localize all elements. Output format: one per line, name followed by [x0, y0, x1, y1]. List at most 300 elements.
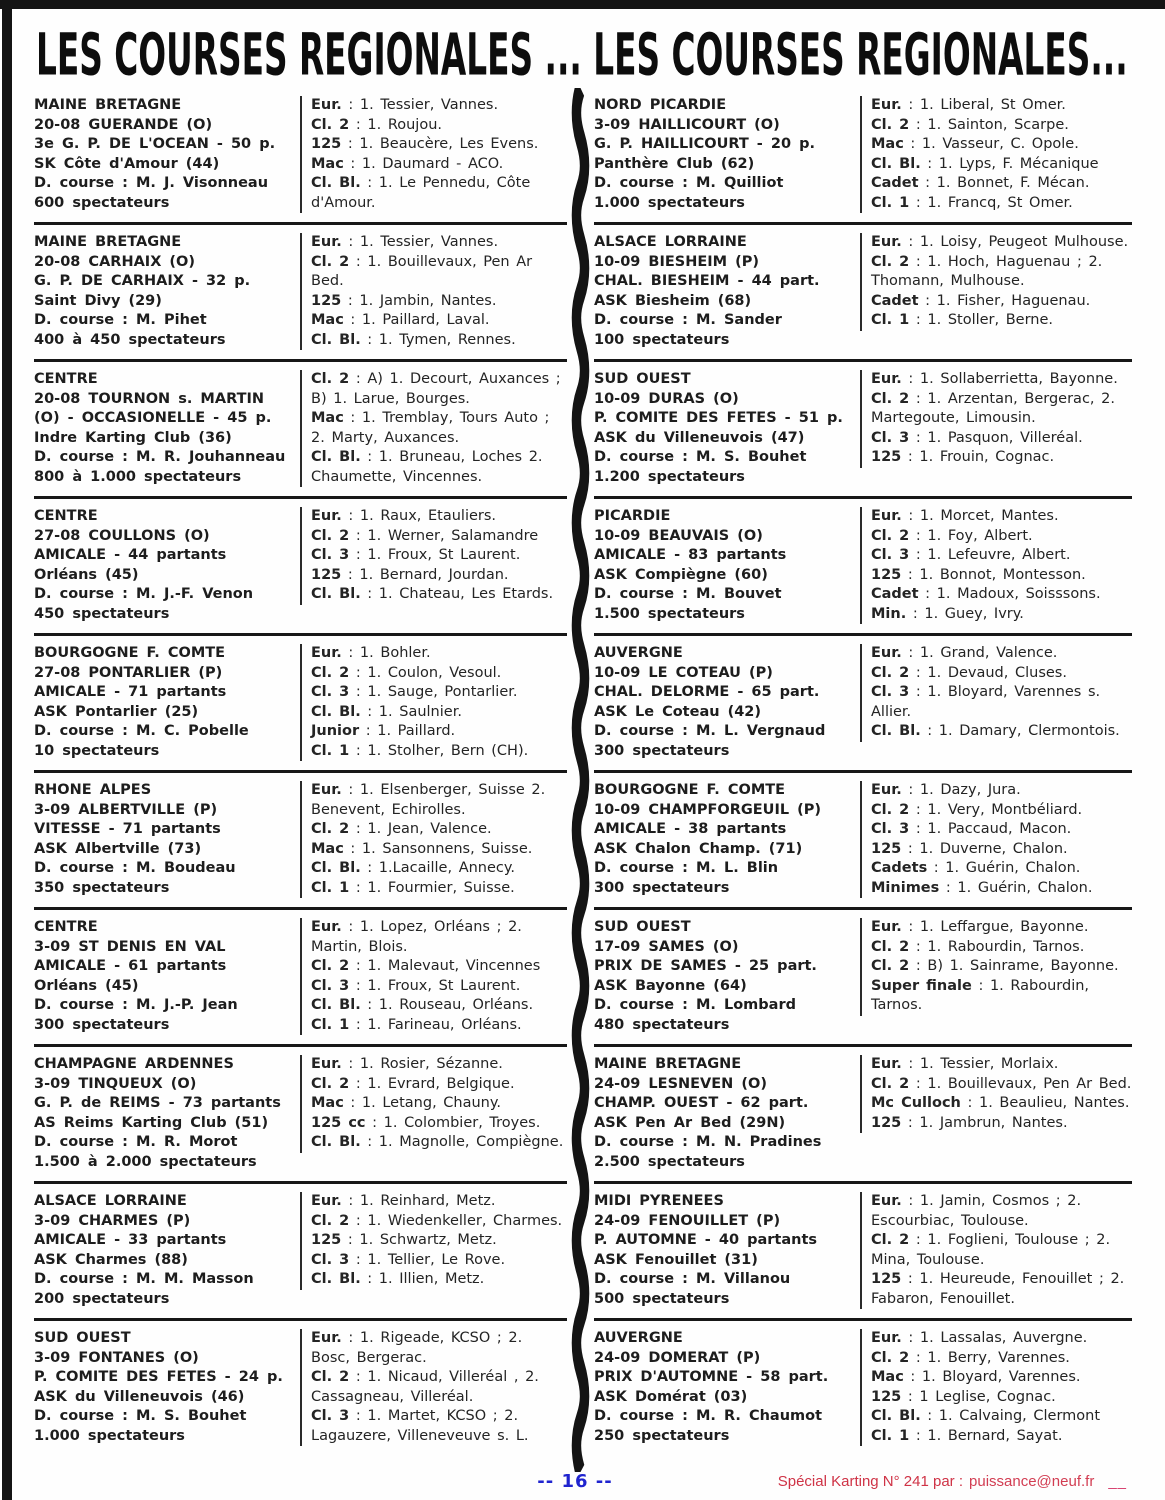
result-text: : 1. Jean, Valence. — [349, 821, 492, 837]
result-class-label: 125 — [311, 136, 342, 152]
race-results — [860, 1055, 1132, 1133]
result-class-label: Cl. Bl. — [871, 155, 921, 172]
result-line — [871, 1114, 1132, 1134]
result-line — [311, 1368, 567, 1407]
result-line — [871, 918, 1132, 938]
result-line — [311, 1270, 567, 1290]
race-info-line: VITESSE - 71 partants — [34, 821, 221, 837]
result-class-label: Cl. 2 — [871, 801, 910, 818]
race-info-line: 3-09 TINQUEUX (O) — [34, 1075, 197, 1092]
result-class-label: Cl. 2 — [871, 253, 910, 270]
result-class-label: Mac — [311, 312, 344, 328]
result-line — [311, 683, 567, 703]
result-line — [311, 879, 567, 899]
race-info-line: AMICALE - 33 partants — [34, 1232, 227, 1248]
result-text: : 1. Foy, Albert. — [909, 527, 1033, 544]
race-entry — [34, 910, 567, 1047]
result-text: : 1. Werner, Salamandre — [349, 527, 539, 544]
race-info-line: ASK du Villeneuvois (47) — [594, 429, 805, 446]
result-line — [311, 644, 567, 664]
result-class-label: Eur. — [311, 1056, 342, 1072]
race-info-line: D. course : M. C. Pobelle — [34, 723, 249, 739]
result-class-label: Cl. Bl. — [311, 175, 361, 191]
race-info — [594, 507, 860, 624]
result-text: : 1. Bouillevaux, Pen Ar Bed. — [909, 1075, 1132, 1092]
result-class-label: Cl. 2 — [871, 938, 910, 955]
race-info-line: MAINE BRETAGNE — [594, 1056, 742, 1072]
race-info-line: 300 spectateurs — [34, 1016, 170, 1033]
result-line — [311, 781, 567, 820]
result-line — [311, 840, 567, 860]
left-column — [34, 88, 567, 1472]
race-info-line: D. course : M. L. Blin — [594, 860, 779, 876]
race-info-line: 480 spectateurs — [594, 1016, 730, 1033]
race-info-line: AMICALE - 71 partants — [34, 684, 227, 700]
result-class-label: Eur. — [871, 919, 902, 935]
result-text: : 1. Malevaut, Vincennes — [349, 958, 541, 974]
result-line — [871, 527, 1132, 547]
race-results — [300, 1329, 567, 1446]
result-class-label: Eur. — [311, 1193, 342, 1209]
race-results — [860, 507, 1132, 624]
race-info-line: (O) - OCCASIONELLE - 45 p. — [34, 410, 272, 426]
result-text: : 1. Fourmier, Suisse. — [349, 879, 515, 896]
result-line — [871, 311, 1132, 331]
result-class-label: 125 — [311, 1232, 342, 1248]
result-text: : 1. Sainton, Scarpe. — [909, 116, 1069, 133]
result-text: : 1. Paillard. — [359, 723, 456, 739]
result-text: : 1. Martet, KCSO ; 2. Lagauzere, Villeneveuve s. L. — [311, 1408, 529, 1444]
result-text: : 1. Bernard, Sayat. — [909, 1427, 1063, 1444]
result-class-label: Eur. — [871, 508, 902, 524]
result-line — [871, 566, 1132, 586]
race-entry — [594, 225, 1132, 362]
result-line — [871, 1094, 1132, 1114]
result-line — [311, 996, 567, 1016]
race-info-line: 250 spectateurs — [594, 1427, 730, 1444]
race-info-line: MAINE BRETAGNE — [34, 97, 182, 113]
race-info — [594, 96, 860, 213]
result-class-label: Eur. — [871, 782, 902, 798]
race-info — [34, 781, 300, 898]
result-line — [871, 135, 1132, 155]
result-class-label: Cl. 1 — [311, 879, 350, 896]
race-info-line: Orléans (45) — [34, 566, 139, 583]
race-results — [860, 96, 1132, 213]
race-info — [34, 507, 300, 624]
result-line — [871, 683, 1132, 722]
race-info-line: 600 spectateurs — [34, 194, 170, 211]
race-info — [34, 96, 300, 213]
result-text: : 1. Jambrun, Nantes. — [901, 1114, 1068, 1131]
result-line — [311, 292, 567, 312]
race-info-line: PRIX DE SAMES - 25 part. — [594, 958, 817, 974]
race-info-line: ALSACE LORRAINE — [34, 1193, 187, 1209]
race-info-line: 10-09 BIESHEIM (P) — [594, 253, 760, 270]
result-class-label: Eur. — [311, 645, 342, 661]
race-info-line: 20-08 GUERANDE (O) — [34, 116, 213, 133]
footer-email[interactable]: puissance@neuf.fr — [969, 1473, 1095, 1490]
result-class-label: Eur. — [871, 645, 902, 661]
result-class-label: Cl. 2 — [871, 664, 910, 681]
result-text: : 1. Schwartz, Metz. — [341, 1232, 497, 1248]
race-info-line: 27-08 COULLONS (O) — [34, 527, 210, 544]
result-line — [311, 1212, 567, 1232]
race-info-line: D. course : M. R. Morot — [34, 1134, 238, 1150]
race-info-line: 20-08 CARHAIX (O) — [34, 253, 196, 270]
result-text: : 1. Tellier, Le Rove. — [349, 1251, 506, 1268]
race-info-line: 3-09 ST DENIS EN VAL — [34, 938, 226, 955]
result-text: : 1. Bonnot, Montesson. — [901, 566, 1086, 583]
result-text: : 1. Loisy, Peugeot Mulhouse. — [901, 234, 1129, 250]
page-number: -- 16 -- — [537, 1471, 613, 1492]
result-line — [311, 1251, 567, 1271]
result-line — [871, 1270, 1132, 1309]
race-info-line: AS Reims Karting Club (51) — [34, 1114, 269, 1131]
result-line — [871, 801, 1132, 821]
result-text: : 1. Bonnet, F. Mécan. — [918, 175, 1090, 191]
result-text: : 1. Lassalas, Auvergne. — [901, 1330, 1088, 1346]
result-line — [871, 174, 1132, 194]
result-class-label: Cl. 2 — [311, 821, 350, 837]
result-class-label: Cl. Bl. — [311, 1134, 361, 1150]
result-class-label: Cadet — [871, 175, 919, 191]
result-class-label: Mac — [871, 136, 904, 152]
result-class-label: Junior — [311, 723, 360, 739]
result-text: : 1. Chateau, Les Etards. — [360, 586, 554, 602]
result-line — [311, 1407, 567, 1446]
result-class-label: Cl. 2 — [311, 1212, 350, 1229]
race-info-line: 20-08 TOURNON s. MARTIN — [34, 390, 264, 407]
race-info-line: 350 spectateurs — [34, 879, 170, 896]
result-class-label: Cl. 3 — [871, 547, 910, 563]
result-line — [871, 781, 1132, 801]
race-info — [34, 1329, 300, 1446]
result-text: : A) 1. Decourt, Auxances ; B) 1. Larue, Bourges. — [311, 371, 561, 407]
result-line — [871, 1329, 1132, 1349]
race-entry — [34, 1321, 567, 1455]
race-results — [300, 644, 567, 761]
result-line — [311, 135, 567, 155]
race-info-line: P. COMITE DES FETES - 51 p. — [594, 410, 843, 426]
result-class-label: Cl. 2 — [871, 390, 910, 407]
result-line — [871, 96, 1132, 116]
result-line — [311, 957, 567, 977]
result-line — [871, 1407, 1132, 1427]
result-line — [871, 194, 1132, 214]
page-title: LES COURSES REGIONALES ... LES COURSES REGIONALES... — [36, 22, 1128, 90]
race-info-line: Panthère Club (62) — [594, 155, 755, 172]
race-info-line: D. course : M. N. Pradines — [594, 1134, 822, 1150]
result-line — [871, 292, 1132, 312]
result-class-label: Cl. 2 — [311, 371, 350, 387]
result-text: : 1. Frouin, Cognac. — [901, 449, 1055, 465]
result-class-label: Min. — [871, 605, 907, 622]
result-class-label: Cl. Bl. — [311, 1271, 361, 1287]
race-info-line: 10-09 DURAS (O) — [594, 390, 739, 407]
result-class-label: Cl. Bl. — [311, 586, 361, 602]
result-line — [311, 448, 567, 487]
result-text: : 1 Leglise, Cognac. — [901, 1388, 1056, 1405]
race-info-line: ASK Biesheim (68) — [594, 292, 752, 309]
race-entry — [34, 773, 567, 910]
race-info-line: 24-09 FENOUILLET (P) — [594, 1212, 781, 1229]
race-info — [594, 233, 860, 350]
race-results — [860, 644, 1132, 742]
result-class-label: Cl. 2 — [311, 116, 350, 133]
race-info-line: 500 spectateurs — [594, 1290, 730, 1307]
result-class-label: Cadet — [871, 586, 919, 602]
result-class-label: 125 — [311, 292, 342, 309]
race-results — [300, 1192, 567, 1290]
result-text: : 1. Guérin, Chalon. — [939, 879, 1093, 896]
result-class-label: Cl. 2 — [311, 527, 350, 544]
result-text: : 1. Bloyard, Varennes. — [903, 1369, 1081, 1385]
race-entry — [594, 1047, 1132, 1184]
race-results — [300, 1055, 567, 1153]
race-info — [34, 370, 300, 487]
result-line — [871, 1427, 1132, 1447]
result-text: : 1. Rigeade, KCSO ; 2. Bosc, Bergerac. — [311, 1330, 523, 1366]
result-class-label: 125 — [871, 566, 902, 583]
result-line — [871, 977, 1132, 1016]
result-text: : 1. Reinhard, Metz. — [341, 1193, 496, 1209]
result-text: : 1. Leffargue, Bayonne. — [901, 919, 1089, 935]
result-class-label: Eur. — [871, 234, 902, 250]
result-class-label: Mac — [311, 1095, 344, 1111]
race-info-line: RHONE ALPES — [34, 782, 152, 798]
result-class-label: Cl. 2 — [871, 1349, 910, 1366]
result-text: : 1. Dazy, Jura. — [901, 782, 1021, 798]
race-info-line: D. course : M. S. Bouhet — [594, 449, 807, 465]
race-info — [594, 918, 860, 1035]
result-text: : 1. Fisher, Haguenau. — [918, 292, 1091, 309]
race-info — [594, 1055, 860, 1172]
result-text: : 1. Sollaberrietta, Bayonne. — [901, 371, 1118, 387]
result-class-label: Eur. — [871, 1193, 902, 1209]
result-text: : 1. Wiedenkeller, Charmes. — [349, 1212, 563, 1229]
race-info-line: 1.500 spectateurs — [594, 605, 745, 622]
race-info-line: D. course : M. J. Visonneau — [34, 175, 269, 191]
race-info-line: CHAL. BIESHEIM - 44 part. — [594, 273, 820, 289]
race-info-line: NORD PICARDIE — [594, 97, 727, 113]
result-text: : 1. Rabourdin, Tarnos. — [909, 938, 1085, 955]
result-text: : 1. Elsenberger, Suisse 2. Benevent, Echirolles. — [311, 782, 546, 818]
column-divider — [567, 88, 594, 1472]
race-results — [300, 370, 567, 487]
result-line — [311, 859, 567, 879]
race-info-line: CENTRE — [34, 508, 98, 524]
race-info-line: 17-09 SAMES (O) — [594, 938, 739, 955]
result-line — [311, 96, 567, 116]
result-line — [871, 585, 1132, 605]
race-info-line: D. course : M. J.-P. Jean — [34, 997, 238, 1013]
result-text: : 1. Raux, Etauliers. — [341, 508, 497, 524]
race-info-line: 3-09 HAILLICOURT (O) — [594, 116, 780, 133]
race-results — [860, 233, 1132, 331]
result-text: : 1. Tessier, Vannes. — [341, 234, 499, 250]
result-class-label: Eur. — [311, 1330, 342, 1346]
race-results — [300, 781, 567, 898]
race-info-line: 24-09 DOMERAT (P) — [594, 1349, 761, 1366]
race-info-line: D. course : M. Sander — [594, 312, 782, 328]
race-info-line: ASK Le Coteau (42) — [594, 703, 762, 720]
race-info-line: AUVERGNE — [594, 1330, 683, 1346]
result-line — [871, 448, 1132, 468]
result-text: : 1. Letang, Chauny. — [343, 1095, 501, 1111]
race-info-line: 27-08 PONTARLIER (P) — [34, 664, 223, 681]
race-info-line: D. course : M. S. Bouhet — [34, 1408, 247, 1424]
result-class-label: Eur. — [871, 1330, 902, 1346]
result-text: : 1. Roujou. — [349, 116, 442, 133]
result-text: : 1. Lefeuvre, Albert. — [909, 547, 1071, 563]
race-info-line: ASK du Villeneuvois (46) — [34, 1388, 245, 1405]
result-text: : 1. Francq, St Omer. — [909, 194, 1073, 211]
result-line — [871, 938, 1132, 958]
result-line — [871, 1231, 1132, 1270]
result-text: : 1. Tessier, Morlaix. — [901, 1056, 1059, 1072]
race-results — [860, 781, 1132, 898]
result-class-label: Mac — [311, 155, 344, 172]
result-line — [311, 1055, 567, 1075]
result-text: : 1. Very, Montbéliard. — [909, 801, 1083, 818]
result-class-label: Cl. 3 — [311, 547, 350, 563]
result-class-label: 125 — [871, 840, 902, 857]
result-class-label: Cl. Bl. — [311, 331, 361, 348]
result-class-label: Cl. 3 — [871, 429, 910, 446]
race-info-line: 3-09 ALBERTVILLE (P) — [34, 801, 218, 818]
result-text: : 1. Rouseau, Orléans. — [360, 997, 534, 1013]
result-text: : 1. Beaucère, Les Evens. — [341, 136, 539, 152]
result-text: : 1. Arzentan, Bergerac, 2. Martegoute, Limousin. — [871, 390, 1115, 426]
result-line — [311, 820, 567, 840]
result-text: : 1. Rosier, Sézanne. — [341, 1056, 503, 1072]
result-text: : 1. Froux, St Laurent. — [349, 977, 521, 994]
race-entry — [34, 1184, 567, 1321]
race-info-line: ASK Fenouillet (31) — [594, 1251, 758, 1268]
result-text: : 1. Liberal, St Omer. — [901, 97, 1066, 113]
result-class-label: Cl. Bl. — [311, 703, 361, 720]
result-line — [311, 409, 567, 448]
result-line — [311, 1075, 567, 1095]
race-info-line: ASK Pen Ar Bed (29N) — [594, 1114, 786, 1131]
race-info-line: 3e G. P. DE L'OCEAN - 50 p. — [34, 136, 276, 152]
race-entry — [594, 1184, 1132, 1321]
result-line — [311, 527, 567, 547]
race-entry — [594, 499, 1132, 636]
race-info-line: 3-09 CHARMES (P) — [34, 1212, 191, 1229]
race-info-line: P. COMITE DES FETES - 24 p. — [34, 1369, 283, 1385]
result-line — [311, 1094, 567, 1114]
race-info-line: D. course : M. Pihet — [34, 312, 207, 328]
result-text: : 1. Sansonnens, Suisse. — [343, 840, 533, 857]
race-entry — [594, 910, 1132, 1047]
race-entry — [34, 636, 567, 773]
result-line — [311, 370, 567, 409]
race-info-line: 400 à 450 spectateurs — [34, 331, 226, 348]
race-info-line: Saint Divy (29) — [34, 292, 162, 309]
race-info-line: SUD OUEST — [34, 1330, 131, 1346]
result-line — [311, 1016, 567, 1036]
result-line — [871, 664, 1132, 684]
race-info-line: G. P. de REIMS - 73 partants — [34, 1095, 281, 1111]
race-results — [860, 370, 1132, 468]
result-line — [871, 1349, 1132, 1369]
result-text: : 1. Coulon, Vesoul. — [349, 664, 502, 681]
result-class-label: Eur. — [871, 97, 902, 113]
result-line — [871, 429, 1132, 449]
footer-credit-line — [778, 1473, 1127, 1490]
result-line — [871, 155, 1132, 175]
race-info-line: CENTRE — [34, 919, 98, 935]
race-entry — [594, 88, 1132, 225]
race-info-line: 300 spectateurs — [594, 742, 730, 759]
result-class-label: Cadets — [871, 860, 928, 876]
result-class-label: Cl. 2 — [871, 116, 910, 133]
result-class-label: Cl. 2 — [311, 958, 350, 974]
result-text: : 1. Beaulieu, Nantes. — [960, 1095, 1130, 1111]
result-class-label: Cl. 2 — [311, 1369, 350, 1385]
result-line — [311, 331, 567, 351]
result-class-label: Eur. — [311, 919, 342, 935]
result-class-label: Cl. 3 — [311, 1408, 350, 1424]
race-info — [34, 918, 300, 1035]
result-text: : 1. Paccaud, Macon. — [909, 821, 1072, 837]
result-line — [871, 507, 1132, 527]
result-class-label: Mac — [871, 1369, 904, 1385]
race-info-line: 200 spectateurs — [34, 1290, 170, 1307]
result-text: : 1. Vasseur, C. Opole. — [903, 136, 1079, 152]
result-line — [871, 722, 1132, 742]
race-info-line: D. course : M. Boudeau — [34, 860, 236, 876]
race-entry — [594, 636, 1132, 773]
result-line — [311, 664, 567, 684]
race-info-line: G. P. HAILLICOURT - 20 p. — [594, 136, 815, 152]
race-info-line: D. course : M. Lombard — [594, 997, 796, 1013]
result-line — [311, 1133, 567, 1153]
wavy-divider-line — [567, 88, 594, 1472]
race-info — [594, 1192, 860, 1309]
race-results — [300, 918, 567, 1035]
result-line — [871, 957, 1132, 977]
race-info-line: 1.000 spectateurs — [594, 194, 745, 211]
result-line — [311, 116, 567, 136]
content-area — [34, 88, 1134, 1472]
result-line — [311, 155, 567, 175]
race-info-line: D. course : M. R. Chaumot — [594, 1408, 823, 1424]
result-text: : 1. Froux, St Laurent. — [349, 547, 521, 563]
race-info — [594, 370, 860, 487]
result-class-label: Cl. 3 — [871, 821, 910, 837]
result-text: : 1. Nicaud, Villeréal , 2. Cassagneau, Villeréal. — [311, 1369, 539, 1405]
result-text: : 1. Foglieni, Toulouse ; 2. Mina, Toulouse. — [871, 1232, 1111, 1268]
race-info-line: G. P. DE CARHAIX - 32 p. — [34, 273, 251, 289]
race-info-line: 1.200 spectateurs — [594, 468, 745, 485]
result-class-label: Cl. Bl. — [871, 1408, 921, 1424]
result-line — [311, 977, 567, 997]
result-class-label: Cl. 2 — [871, 1075, 910, 1092]
race-entry — [34, 88, 567, 225]
result-text: : 1. Calvaing, Clermont — [920, 1408, 1101, 1424]
right-column — [594, 88, 1132, 1472]
result-class-label: Cl. 3 — [311, 1251, 350, 1268]
result-text: : 1. Saulnier. — [360, 703, 462, 720]
race-info-line: 3-09 FONTANES (O) — [34, 1349, 199, 1366]
result-class-label: 125 — [871, 1388, 902, 1405]
race-info-line: D. course : M. Bouvet — [594, 586, 782, 602]
result-class-label: Cl. 1 — [871, 1427, 910, 1444]
race-info-line: 10-09 BEAUVAIS (O) — [594, 527, 763, 544]
